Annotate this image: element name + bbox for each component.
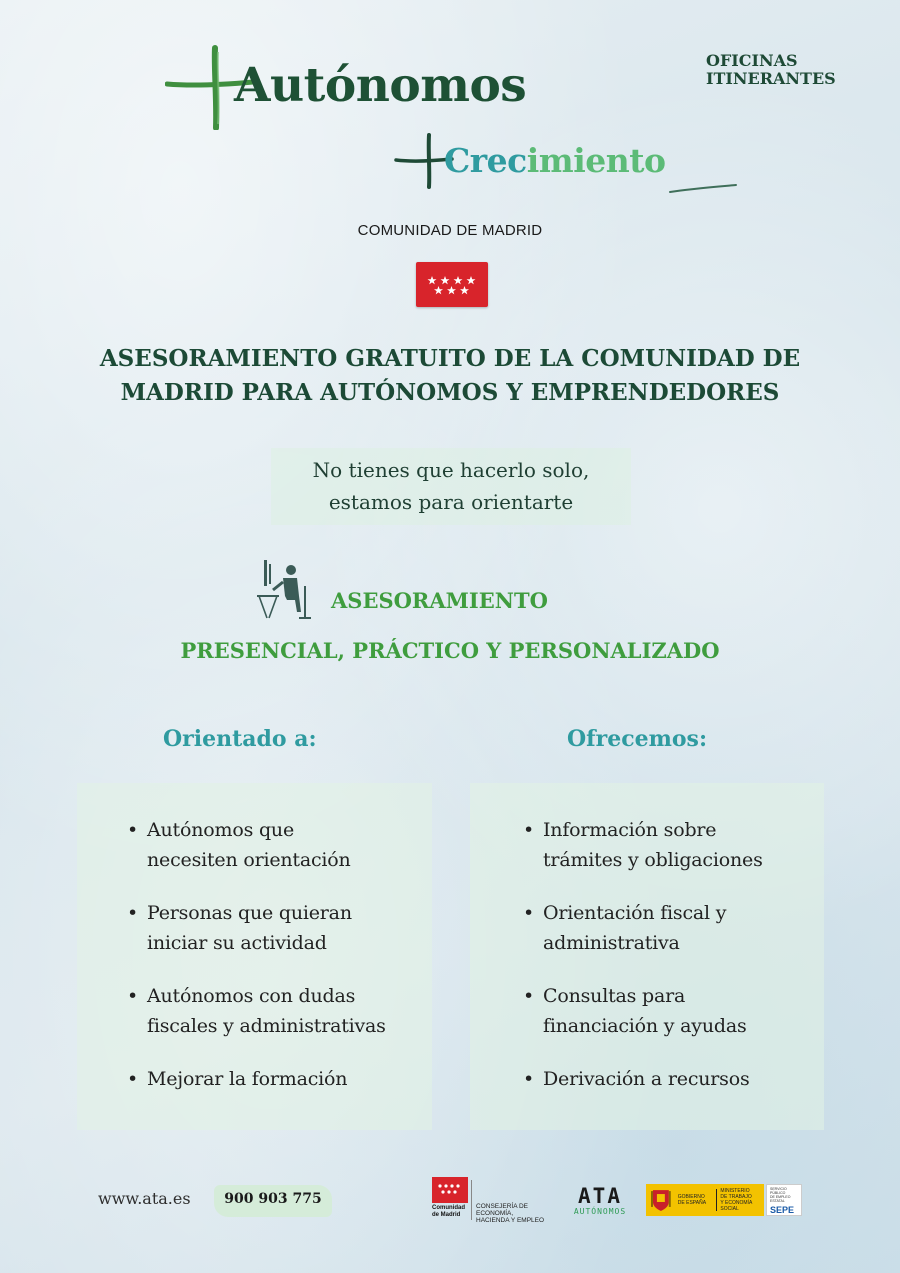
slogan-line-1: No tienes que hacerlo solo, (312, 458, 590, 482)
brand-title-crecimiento (444, 141, 665, 180)
ata-logo-subtitle: AUTÓNOMOS (573, 1207, 627, 1216)
comunidad-madrid-logo (432, 1177, 468, 1221)
list-item (127, 1064, 427, 1094)
ministerio-line-1: MINISTERIO (720, 1188, 750, 1194)
headline-line-1: ASESORAMIENTO GRATUITO DE LA COMUNIDAD DE (99, 345, 801, 372)
list-item (127, 898, 427, 958)
oficinas-itinerantes-label (706, 52, 836, 88)
consejeria-line-1: CONSEJERÍA DE ECONOMÍA, (476, 1203, 529, 1217)
list-item-line: financiación y ayudas (543, 1015, 747, 1037)
oficinas-line-2: ITINERANTES (706, 69, 836, 88)
gobierno-text (678, 1194, 714, 1206)
service-title: ASESORAMIENTO (331, 588, 548, 613)
list-item (127, 981, 427, 1041)
ofrecemos-list (523, 815, 823, 1117)
cm-logo-line-1: Comunidad (432, 1205, 465, 1211)
sepe-line-1: SERVICIO PÚBLICO (770, 1187, 787, 1195)
region-label: COMUNIDAD DE MADRID (357, 222, 543, 239)
desk-advisor-icon (255, 556, 315, 622)
sepe-name: SEPE (770, 1205, 795, 1215)
cm-logo-text (432, 1205, 468, 1219)
list-item-line: • Orientación fiscal y (543, 902, 727, 924)
brush-stroke-decoration (668, 182, 738, 196)
list-item-line: • Mejorar la formación (147, 1068, 348, 1090)
gobierno-espana-logo (646, 1184, 764, 1216)
madrid-flag-icon (416, 262, 488, 307)
brand-title-autonomos: Autónomos (234, 58, 527, 113)
list-item (523, 898, 823, 958)
list-item (127, 815, 427, 875)
headline-line-2: MADRID PARA AUTÓNOMOS Y EMPRENDEDORES (120, 379, 780, 406)
ata-logo: ATA (578, 1184, 622, 1208)
ministerio-text (720, 1188, 764, 1212)
column-title-orientado: Orientado a: (163, 726, 317, 752)
sepe-text (767, 1185, 801, 1203)
slogan-line-2: estamos para orientarte (328, 490, 574, 514)
gob-separator (716, 1189, 717, 1211)
gobierno-line-2: DE ESPAÑA (677, 1200, 707, 1206)
gobierno-line-1: GOBIERNO (677, 1194, 705, 1200)
ministerio-line-2: DE TRABAJO (720, 1194, 752, 1200)
list-item (523, 981, 823, 1041)
list-item (523, 815, 823, 875)
ministerio-line-3: Y ECONOMÍA SOCIAL (720, 1200, 753, 1212)
orientado-list (127, 815, 427, 1117)
list-item-line: fiscales y administrativas (147, 1015, 386, 1037)
phone-number[interactable]: 900 903 775 (224, 1191, 322, 1207)
consejeria-line-2: HACIENDA Y EMPLEO (476, 1217, 545, 1224)
brand-title-crecimiento-a: Crec (444, 141, 527, 180)
consejeria-label (476, 1203, 566, 1224)
column-title-ofrecemos: Ofrecemos: (567, 726, 708, 752)
sepe-logo (766, 1184, 802, 1216)
spain-coat-of-arms-icon (650, 1187, 672, 1213)
website-link[interactable]: www.ata.es (98, 1189, 191, 1208)
list-item-line: iniciar su actividad (147, 932, 327, 954)
list-item-line: • Consultas para (543, 985, 686, 1007)
oficinas-line-1: OFICINAS (706, 51, 798, 70)
main-headline (60, 342, 840, 410)
brand-title-crecimiento-b: imiento (526, 141, 666, 180)
list-item-line: necesiten orientación (147, 849, 351, 871)
slogan-text (271, 454, 631, 518)
sepe-line-2: DE EMPLEO ESTATAL (770, 1195, 791, 1203)
list-item (523, 1064, 823, 1094)
service-subtitle: PRESENCIAL, PRÁCTICO Y PERSONALIZADO (180, 638, 720, 663)
list-item-line: • Información sobre (543, 819, 717, 841)
list-item-line: administrativa (543, 932, 680, 954)
cm-logo-line-2: de Madrid (432, 1212, 461, 1218)
list-item-line: • Autónomos con dudas (147, 985, 356, 1007)
list-item-line: • Derivación a recursos (543, 1068, 750, 1090)
list-item-line: • Autónomos que (147, 819, 294, 841)
logo-divider (471, 1180, 472, 1220)
list-item-line: • Personas que quieran (147, 902, 352, 924)
list-item-line: trámites y obligaciones (543, 849, 763, 871)
madrid-flag-small-icon (432, 1177, 468, 1203)
